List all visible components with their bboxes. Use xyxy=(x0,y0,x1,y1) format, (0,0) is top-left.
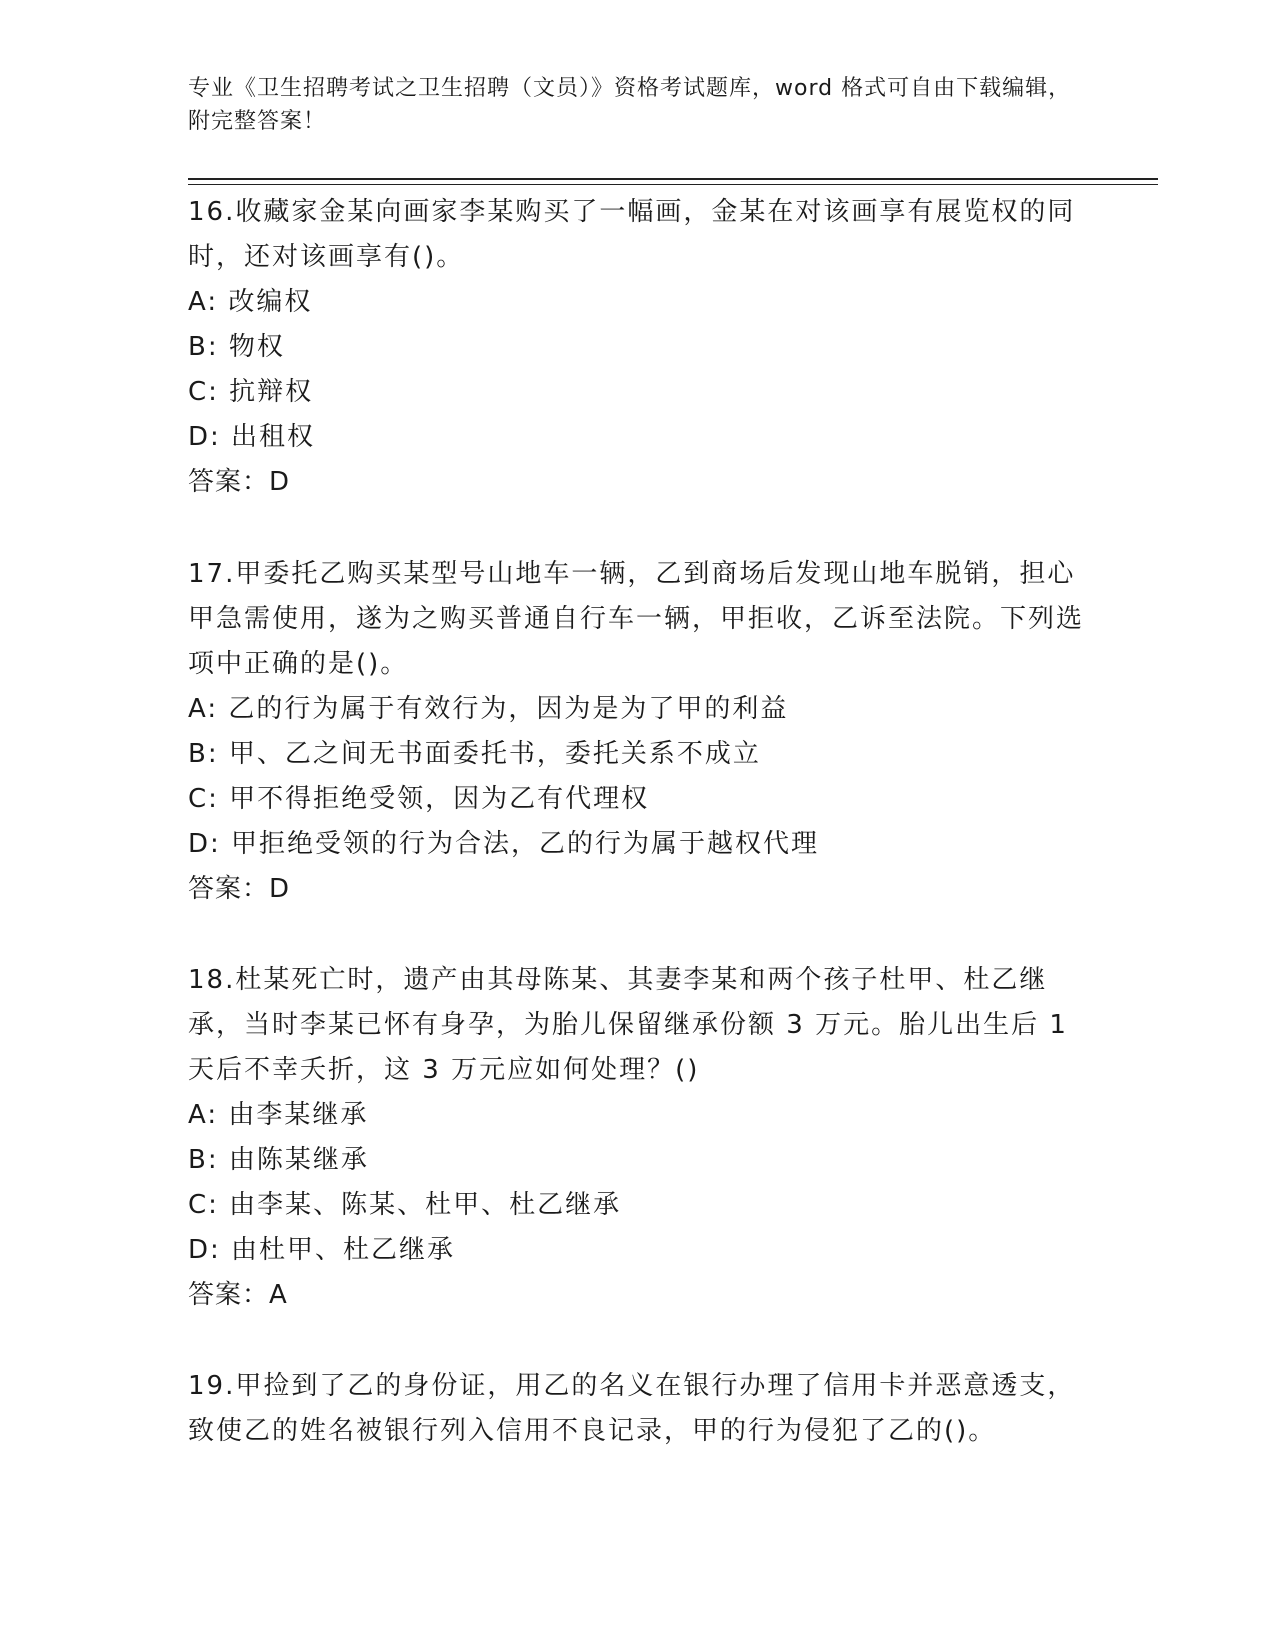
question-16 xyxy=(188,190,1088,505)
question-17 xyxy=(188,552,1088,912)
answer-line: 答案：D xyxy=(188,467,291,497)
option-c: C: 抗辩权 xyxy=(188,377,314,407)
question-stem: 16.收藏家金某向画家李某购买了一幅画，金某在对该画享有展览权的同时，还对该画享有()。 xyxy=(188,197,1076,272)
option-a: A: 乙的行为属于有效行为，因为是为了甲的利益 xyxy=(188,694,789,724)
option-b: B: 物权 xyxy=(188,332,285,362)
option-d: D: 出租权 xyxy=(188,422,316,452)
header-rule-thin xyxy=(188,184,1158,185)
question-19 xyxy=(188,1364,1088,1454)
option-c: C: 甲不得拒绝受领，因为乙有代理权 xyxy=(188,784,650,814)
option-c: C: 由李某、陈某、杜甲、杜乙继承 xyxy=(188,1190,622,1220)
header-rule-thick xyxy=(188,178,1158,180)
option-d: D: 由杜甲、杜乙继承 xyxy=(188,1235,456,1265)
answer-line: 答案：D xyxy=(188,874,291,904)
question-stem: 17.甲委托乙购买某型号山地车一辆，乙到商场后发现山地车脱销，担心甲急需使用，遂为之购买普通自行车一辆，甲拒收，乙诉至法院。下列选项中正确的是()。 xyxy=(188,559,1085,679)
question-stem: 19.甲捡到了乙的身份证，用乙的名义在银行办理了信用卡并恶意透支，致使乙的姓名被银行列入信用不良记录，甲的行为侵犯了乙的()。 xyxy=(188,1371,1076,1446)
option-b: B: 由陈某继承 xyxy=(188,1145,369,1175)
option-d: D: 甲拒绝受领的行为合法，乙的行为属于越权代理 xyxy=(188,829,820,859)
option-a: A: 改编权 xyxy=(188,287,313,317)
option-a: A: 由李某继承 xyxy=(188,1100,369,1130)
question-18 xyxy=(188,958,1088,1318)
option-b: B: 甲、乙之间无书面委托书，委托关系不成立 xyxy=(188,739,761,769)
question-stem: 18.杜某死亡时，遗产由其母陈某、其妻李某和两个孩子杜甲、杜乙继承，当时李某已怀有身孕，为胎儿保留继承份额 3 万元。胎儿出生后 1 天后不幸夭折，这 3 万元应如何处理？() xyxy=(188,965,1068,1085)
document-header: 专业《卫生招聘考试之卫生招聘（文员）》资格考试题库，word 格式可自由下载编辑，附完整答案！ xyxy=(188,76,1072,134)
answer-line: 答案：A xyxy=(188,1280,288,1310)
